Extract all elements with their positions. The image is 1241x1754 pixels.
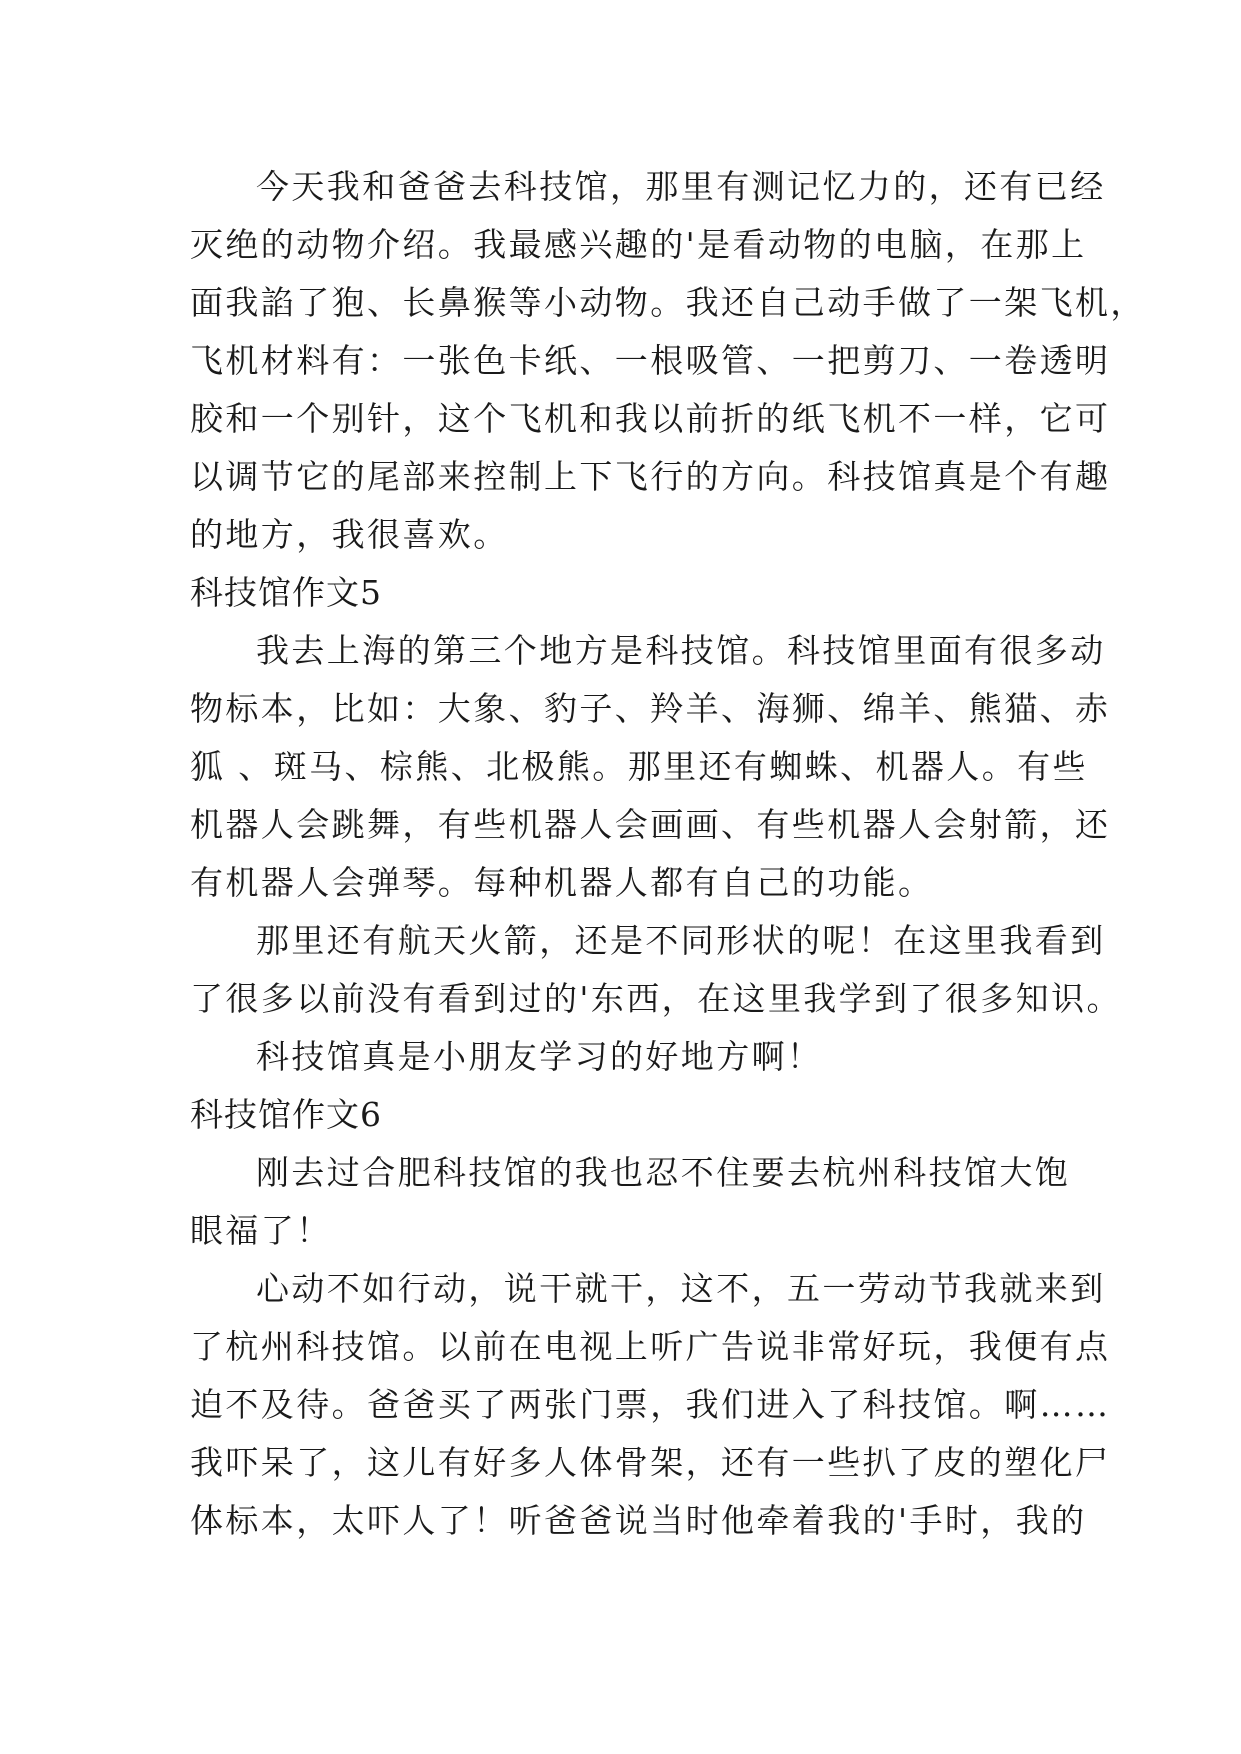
text-line: 体标本，太吓人了！听爸爸说当时他牵着我的'手时，我的 — [190, 1501, 1087, 1540]
text-line: 科技馆真是小朋友学习的好地方啊！ — [256, 1037, 823, 1076]
text-line: 的地方，我很喜欢。 — [190, 515, 509, 554]
section-heading: 科技馆作文5 — [190, 573, 382, 612]
text-line: 飞机材料有：一张色卡纸、一根吸管、一把剪刀、一卷透明 — [190, 341, 1111, 380]
text-line: 面我諂了狍、长鼻猴等小动物。我还自己动手做了一架飞机， — [190, 283, 1146, 322]
text-line: 我吓呆了，这儿有好多人体骨架，还有一些扒了皮的塑化尸 — [190, 1443, 1111, 1482]
text-line: 狐 、斑马、棕熊、北极熊。那里还有蜘蛛、机器人。有些 — [190, 747, 1088, 786]
text-line: 灭绝的动物介绍。我最感兴趣的'是看动物的电脑，在那上 — [190, 225, 1087, 264]
text-line: 胶和一个别针，这个飞机和我以前折的纸飞机不一样，它可 — [190, 399, 1111, 438]
text-line: 心动不如行动，说干就干，这不，五一劳动节我就来到 — [256, 1269, 1106, 1308]
section-heading: 科技馆作文6 — [190, 1095, 382, 1134]
text-line: 了很多以前没有看到过的'东西，在这里我学到了很多知识。 — [190, 979, 1122, 1018]
text-line: 有机器人会弹琴。每种机器人都有自己的功能。 — [190, 863, 934, 902]
text-line: 以调节它的尾部来控制上下飞行的方向。科技馆真是个有趣 — [190, 457, 1111, 496]
text-line: 迫不及待。爸爸买了两张门票，我们进入了科技馆。啊…… — [190, 1385, 1111, 1424]
text-line: 机器人会跳舞，有些机器人会画画、有些机器人会射箭，还 — [190, 805, 1111, 844]
text-line: 我去上海的第三个地方是科技馆。科技馆里面有很多动 — [256, 631, 1106, 670]
text-line: 眼福了！ — [190, 1211, 332, 1250]
text-line: 了杭州科技馆。以前在电视上听广告说非常好玩，我便有点 — [190, 1327, 1111, 1366]
text-line: 那里还有航天火箭，还是不同形状的呢！在这里我看到 — [256, 921, 1106, 960]
text-line: 物标本，比如：大象、豹子、羚羊、海狮、绵羊、熊猫、赤 — [190, 689, 1111, 728]
document-body — [190, 158, 1146, 1550]
text-line: 刚去过合肥科技馆的我也忍不住要去杭州科技馆大饱 — [256, 1153, 1071, 1192]
text-line: 今天我和爸爸去科技馆，那里有测记忆力的，还有已经 — [256, 167, 1106, 206]
